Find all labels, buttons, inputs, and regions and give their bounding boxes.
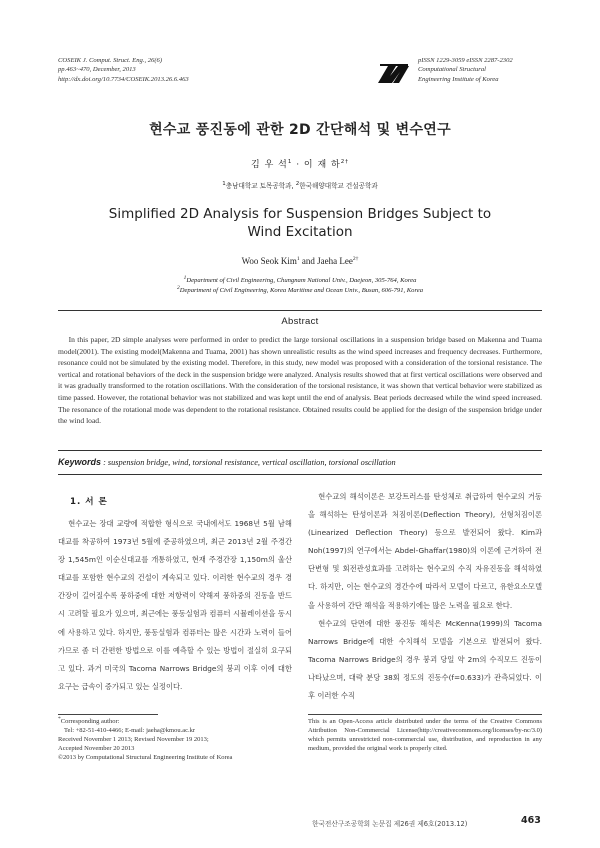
title-english-line-2: Wind Excitation bbox=[247, 224, 353, 240]
affil-en-2-sup: 2 bbox=[176, 284, 180, 291]
copyright: ©2013 by Computational Structural Engineering Institute of Korea bbox=[58, 754, 233, 762]
abstract-title: Abstract bbox=[281, 316, 319, 327]
journal-header-left bbox=[58, 56, 189, 84]
author-2-sup: 2† bbox=[340, 159, 349, 165]
authors-korean bbox=[0, 157, 600, 170]
journal-header-right bbox=[418, 56, 513, 84]
page-number: 463 bbox=[521, 815, 541, 826]
footer-journal-issue: 한국전산구조공학회 논문집 제26권 제6호(2013.12) bbox=[312, 820, 468, 828]
authors-english bbox=[0, 256, 600, 266]
affil-1-ko: 충남대학교 토목공학과, bbox=[225, 182, 296, 190]
footnote-left: *Corresponding author: Tel: +82-51-410-4466; E-mail: jaeha@kmou.ac.kr Received November 1 2013; Revised November 19 2013; Accepted November 20 2013 ©2013 by Computational Structural Engineering Institute of Korea bbox=[58, 717, 292, 762]
title-english-line-1: Simplified 2D Analysis for Suspension Bridges Subject to bbox=[108, 206, 492, 222]
abstract-body: In this paper, 2D simple analyses were performed in order to predict the large torsional oscillations in a suspension bridge based on Makenna and Tuama model(2001). The existing model(Makenna and Tuama, 2001) has shown unrealistic results as the wind speed increases and frequency decreases. Furthermore, resonance could not be simulated by the existing model. Therefore, in this study, new model was proposed with a consideration of the torsional resistance. The vertical and rotational behaviors of the deck in the suspension bridge were analyzed. Analysis results showed that at first vertical oscillations were observed and it was gradually transformed to the rotation oscillations. With the consideration of the torsional resistance, it was shown that vertical behavior were stabilized as time passed. However, the rotational behavior was not stabilized and was kept until the end of analysis. Beat periods decreased while the wind speed increased. The resonance of the rotational mode was dependent to the rotational resistance. Obtained results could be applied for the design of the suspension bridge under the wind load. bbox=[58, 335, 542, 426]
corresponding-author: Corresponding author: bbox=[60, 718, 120, 725]
author-1-en: Woo Seok Kim bbox=[241, 256, 297, 266]
author-1-sup: 1 bbox=[287, 159, 293, 165]
journal-name-line-2: Engineering Institute of Korea bbox=[418, 75, 499, 83]
intro-paragraph: 현수교는 장대 교량에 적합한 형식으로 국내에서도 1968년 5월 남해대교를 착공하여 1973년 5월에 준공하였으며, 최근 2013년 2월 주경간장 1,545m인 이순신대교를 개통하였고, 현재 주경간장 1,150m의 울산대교를 포함한 현수교의 건설이 계속되고 있다. 이러한 현수교의 경우 경간장이 길어질수록 풍하중에 대한 저항력이 약해져 풍하중의 진동을 반드시 고려할 필요가 있으며, 최근에는 풍동실험과 컴퓨터 시뮬레이션을 동시에 사용하고 있다. 하지만, 풍동실험과 컴퓨터는 많은 시간과 노력이 들어가므로 좀 더 간편한 방법으로 이를 예측할 수 있는 방법이 절실히 요구되고 있다. 과거 미국의 Tacoma Narrows Bridge의 붕괴 이후 이에 대한 요구는 급속이 증가되고 있는 실정이다. bbox=[58, 519, 292, 691]
footnote-rule-left bbox=[58, 714, 158, 715]
affil-2-ko: 한국해양대학교 건설공학과 bbox=[299, 182, 378, 190]
page-range: pp.463~470, December, 2013 bbox=[58, 66, 136, 74]
author-and: and bbox=[299, 256, 318, 266]
section-1-heading: 1. 서 론 bbox=[70, 497, 108, 507]
coseik-logo-icon bbox=[376, 62, 410, 84]
affil-1-sup: 1 bbox=[222, 180, 226, 187]
keywords bbox=[58, 457, 542, 467]
author-separator: · bbox=[292, 160, 304, 170]
affil-2-sup: 2 bbox=[295, 180, 300, 187]
keywords-label: Keywords bbox=[58, 457, 102, 467]
abstract-top-rule bbox=[58, 310, 542, 311]
open-access-notice: This is an Open-Access article distributed under the terms of the Creative Commons Attribution Non-Commercial License(http://creativecommons.org/licenses/by-nc/3.0) which permits unrestricted non-commercial use, distribution, and reproduction in any medium, provided the original work is properly cited. bbox=[308, 718, 542, 753]
journal-name-line-1: Computational Structural bbox=[418, 66, 486, 74]
affiliations-english bbox=[0, 276, 600, 295]
issn: pISSN 1229-3059 eISSN 2287-2302 bbox=[418, 57, 513, 64]
abstract-bottom-rule bbox=[58, 450, 542, 451]
author-1-ko: 김 우 석 bbox=[251, 160, 288, 170]
affil-en-1: Department of Civil Engineering, Chungnam National Univ., Daejeon, 305-764, Korea bbox=[186, 277, 417, 284]
keywords-bottom-rule bbox=[58, 474, 542, 475]
accepted-date: Accepted November 20 2013 bbox=[58, 745, 135, 753]
author-2-en-sup: 2† bbox=[352, 256, 359, 262]
author-2-ko: 이 재 하 bbox=[303, 160, 341, 170]
left-column bbox=[58, 515, 292, 696]
right-paragraph-1: 현수교의 해석이론은 보강트러스를 탄성체로 취급하여 현수교의 거동을 해석하는 탄성이론과 처짐이론(Deflection Theory), 선형처짐이론(Linearized Deflection Theory) 등으로 발전되어 왔다. Kim과 Noh(1997)의 연구에서는 Abdel-Ghaffar(1980)의 이론에 근거하여 전단변형 및 회전관성효과를 고려하는 현수교의 수직 자유진동을 해석하였다. 하지만, 이는 현수교의 경간수에 따라서 모델이 다르고, 유한요소모델을 사용하여 간단 해석을 적용하기에는 많은 노력을 필요로 한다. bbox=[308, 492, 542, 610]
right-column bbox=[308, 488, 542, 705]
doi-link[interactable]: http://dx.doi.org/10.7734/COSEIK.2013.26.6.463 bbox=[58, 75, 189, 83]
received-date: Received November 1 2013; Revised November 19 2013; bbox=[58, 736, 209, 744]
author-1-en-sup: 1 bbox=[296, 256, 300, 262]
title-english bbox=[60, 205, 540, 241]
keywords-list: : suspension bridge, wind, torsional resistance, vertical oscillation, torsional oscillation bbox=[101, 458, 396, 467]
affil-en-2: Department of Civil Engineering, Korea Maritime and Ocean Univ., Busan, 606-791, Korea bbox=[179, 286, 424, 294]
affiliations-korean bbox=[0, 180, 600, 190]
contact-info: Tel: +82-51-410-4466; E-mail: jaeha@kmou.ac.kr bbox=[64, 727, 196, 735]
right-paragraph-2: 현수교의 단면에 대한 풍진동 해석은 McKenna(1999)의 Tacoma Narrows Bridge에 대한 수치해석 모델을 기본으로 발전되어 왔다. Tacoma Narrows Bridge의 경우 붕괴 당일 약 2m의 수직모드 진동이 나타났으며, 대략 분당 38회 정도의 진동수(f=0.633)가 관측되었다. 이후 이러한 수직 bbox=[308, 618, 542, 701]
footnote-rule-right bbox=[308, 714, 542, 715]
author-2-en: Jaeha Lee bbox=[317, 256, 353, 266]
title-korean: 현수교 풍진동에 관한 2D 간단해석 및 변수연구 bbox=[149, 122, 451, 138]
affil-en-1-sup: 1 bbox=[183, 274, 187, 281]
journal-citation: COSEIK J. Comput. Struct. Eng., 26(6) bbox=[58, 57, 163, 64]
